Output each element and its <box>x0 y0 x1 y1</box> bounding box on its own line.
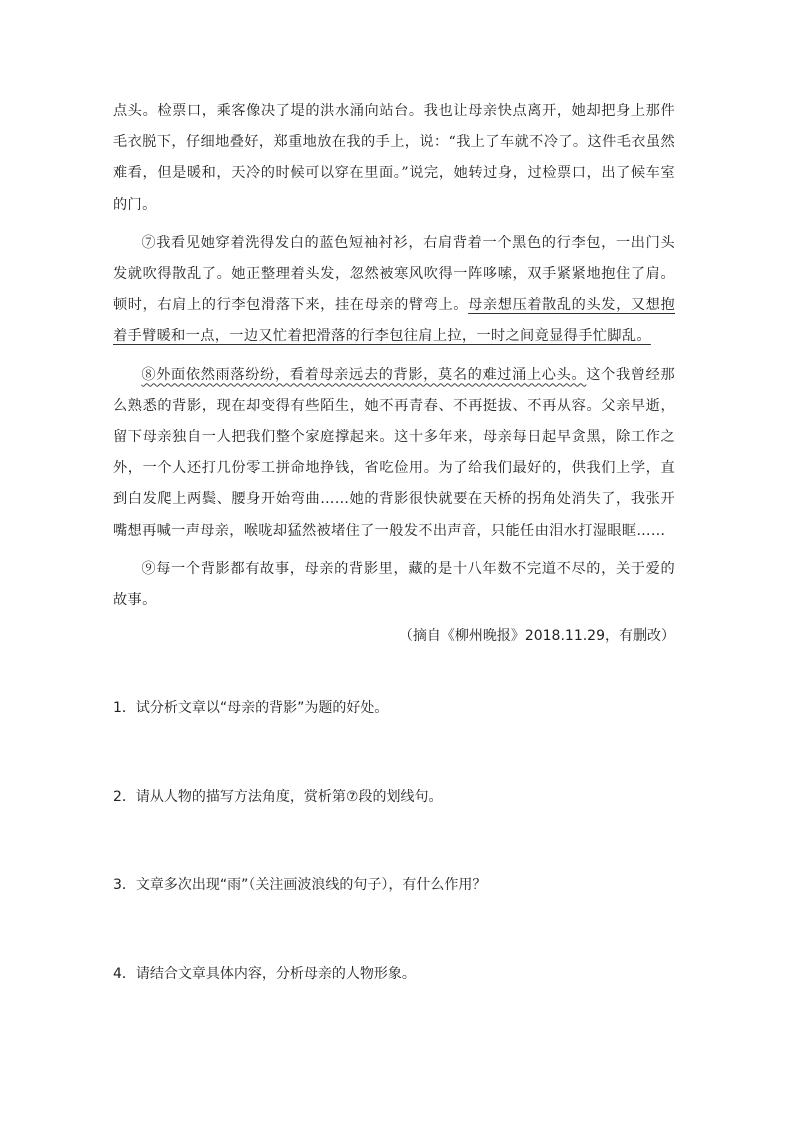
question-3: 3．文章多次出现“雨”（关注画波浪线的句子），有什么作用？ <box>113 877 487 893</box>
paragraph-7 <box>113 228 675 353</box>
question-4: 4．请结合文章具体内容，分析母亲的人物形象。 <box>113 966 416 982</box>
paragraph-8 <box>113 360 675 547</box>
paragraph-6: 点头。检票口，乘客像决了堤的洪水涌向站台。我也让母亲快点离开，她却把身上那件毛衣脱下，仔细地叠好，郑重地放在我的手上，说：“我上了车就不冷了。这件毛衣虽然难看，但是暖和，天冷的时候可以穿在里面。”说完，她转过身，过检票口，出了候车室的门。 <box>113 103 675 213</box>
document-page <box>113 96 675 982</box>
question-2: 2．请从人物的描写方法角度，赏析第⑦段的划线句。 <box>113 789 443 805</box>
question-1: 1．试分析文章以“母亲的背影”为题的好处。 <box>113 700 389 716</box>
paragraph-9: ⑨每一个背影都有故事，母亲的背影里，藏的是十八年数不完道不尽的，关于爱的故事。 <box>113 560 675 609</box>
paragraph-7-text: ⑦我看见她穿着洗得发白的蓝色短袖衬衫，右肩背着一个黑色的行李包，一出门头发就吹得散乱了。她正整理着头发，忽然被寒风吹得一阵哆嗦，双手紧紧地抱住了肩。顿时，右肩上的行李包滑落下来，挂在母亲的臂弯上。 <box>113 234 675 314</box>
wavy-underlined-sentence: ⑧外面依然雨落纷纷，看着母亲远去的背影，莫名的难过涌上心头。 <box>141 366 587 383</box>
underlined-sentence: 母亲想压着散乱的头发，又想抱着手臂暖和一点，一边又忙着把滑落的行李包往肩上拉，一时之间竟显得手忙脚乱。 <box>113 297 675 345</box>
article-source: （摘自《柳州晚报》2018.11.29，有删改） <box>398 628 675 645</box>
paragraph-8-text: 这个我曾经那么熟悉的背影，现在却变得有些陌生，她不再青春、不再挺拔、不再从容。父亲早逝，留下母亲独自一人把我们整个家庭撑起来。这十多年来，母亲每日起早贪黑，除工作之外，一个人还打几份零工拼命地挣钱，省吃俭用。为了给我们最好的，供我们上学，直到白发爬上两鬓、腰身开始弯曲……她的背影很快就要在天桥的拐角处消失了，我张开嘴想再喊一声母亲，喉咙却猛然被堵住了一般发不出声音，只能任由泪水打湿眼眶…… <box>113 366 675 539</box>
